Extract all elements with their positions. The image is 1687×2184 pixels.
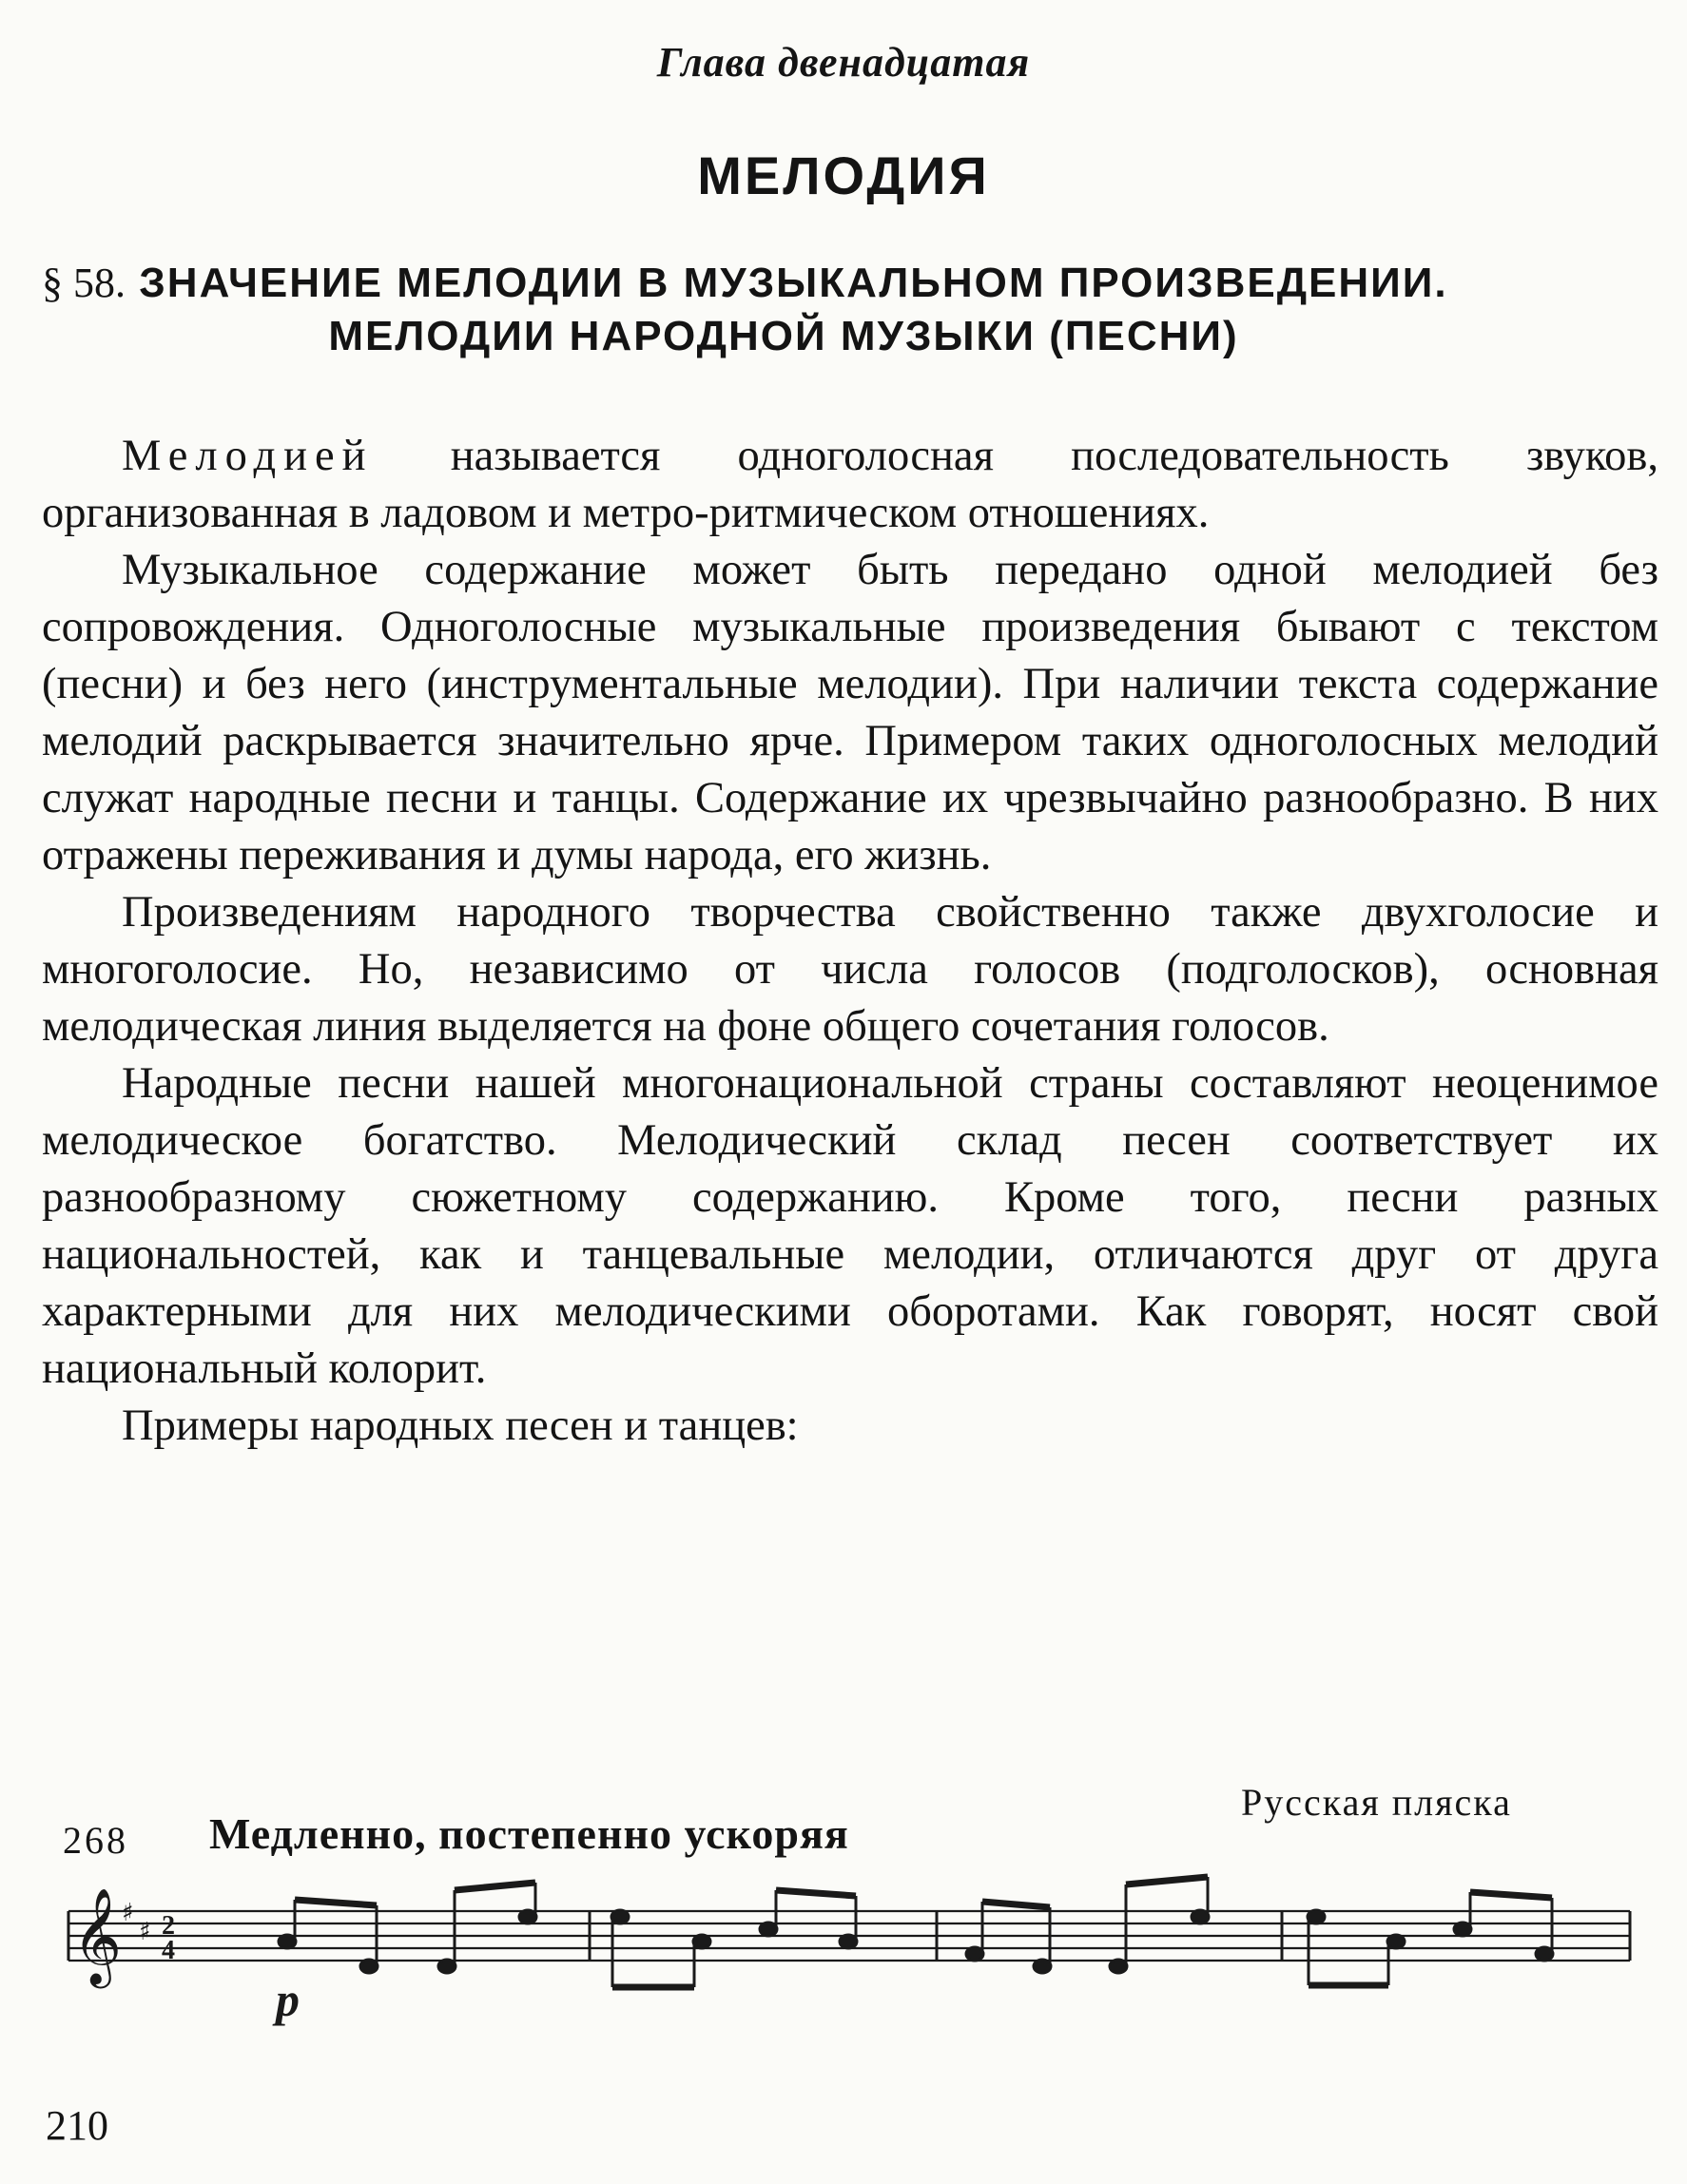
paragraph-4: Народные песни нашей многонациональной страны составляют неоценимое мелодическое богатство. Мелодический склад песен соответствует их разнообразному сюжетному содержанию. Кроме того, песни разных национальностей, как и танцевальные мелодии, отличаются друг от друга характерными для них мелодическими оборотами. Как говорят, носят свой национальный колорит. (42, 1059, 1658, 1393)
section-heading (42, 259, 1658, 360)
time-signature-top: 2 (162, 1911, 175, 1941)
section-number: § 58. (42, 260, 126, 306)
paragraph-1-text: называется одноголосная последовательность звуков, организованная в ладовом и метро-ритмическом отношениях. (42, 432, 1658, 537)
section-heading-line1 (42, 259, 1658, 307)
paragraph-3: Произведениям народного творчества свойственно также двухголосие и многоголосие. Но, независимо от числа голосов (подголосков), основная мелодическая линия выделяется на фоне общего сочетания голосов. (42, 888, 1658, 1051)
svg-text:♯: ♯ (122, 1899, 134, 1927)
tempo-marking: Медленно, постепенно ускоряя (209, 1809, 849, 1858)
time-signature-bottom: 4 (162, 1936, 175, 1965)
notes (279, 1877, 1553, 1987)
example-number: 268 (63, 1819, 128, 1862)
dynamic-marking: p (276, 1973, 300, 2026)
chapter-title: МЕЛОДИЯ (697, 145, 990, 205)
chapter-heading: Глава двенадцатая (656, 39, 1031, 86)
paragraph-1 (42, 428, 1658, 542)
section-title-line2: МЕЛОДИИ НАРОДНОЙ МУЗЫКИ (ПЕСНИ) (328, 313, 1239, 359)
svg-text:♯: ♯ (139, 1918, 151, 1946)
body-text (42, 428, 1658, 1455)
time-signature (162, 1911, 175, 1965)
paragraph-5: Примеры народных песен и танцев: (122, 1401, 799, 1450)
music-staff (0, 1864, 1687, 2054)
term-melody: Мелодией (122, 432, 374, 480)
paragraph-2: Музыкальное содержание может быть передано одной мелодией без сопровождения. Одноголосные музыкальные произведения бывают с текстом (песни) и без него (инструментальные мелодии). При наличии текста содержание мелодий раскрывается значительно ярче. Примером таких одноголосных мелодий служат народные песни и танцы. Содержание их чрезвычайно разнообразно. В них отражены переживания и думы народа, его жизнь. (42, 546, 1658, 879)
treble-clef-icon: 𝄞 (72, 1886, 123, 1984)
example-title: Русская пляска (1241, 1781, 1512, 1824)
page-number: 210 (46, 2102, 108, 2149)
section-title-line1: ЗНАЧЕНИЕ МЕЛОДИИ В МУЗЫКАЛЬНОМ ПРОИЗВЕДЕНИИ. (139, 260, 1448, 306)
